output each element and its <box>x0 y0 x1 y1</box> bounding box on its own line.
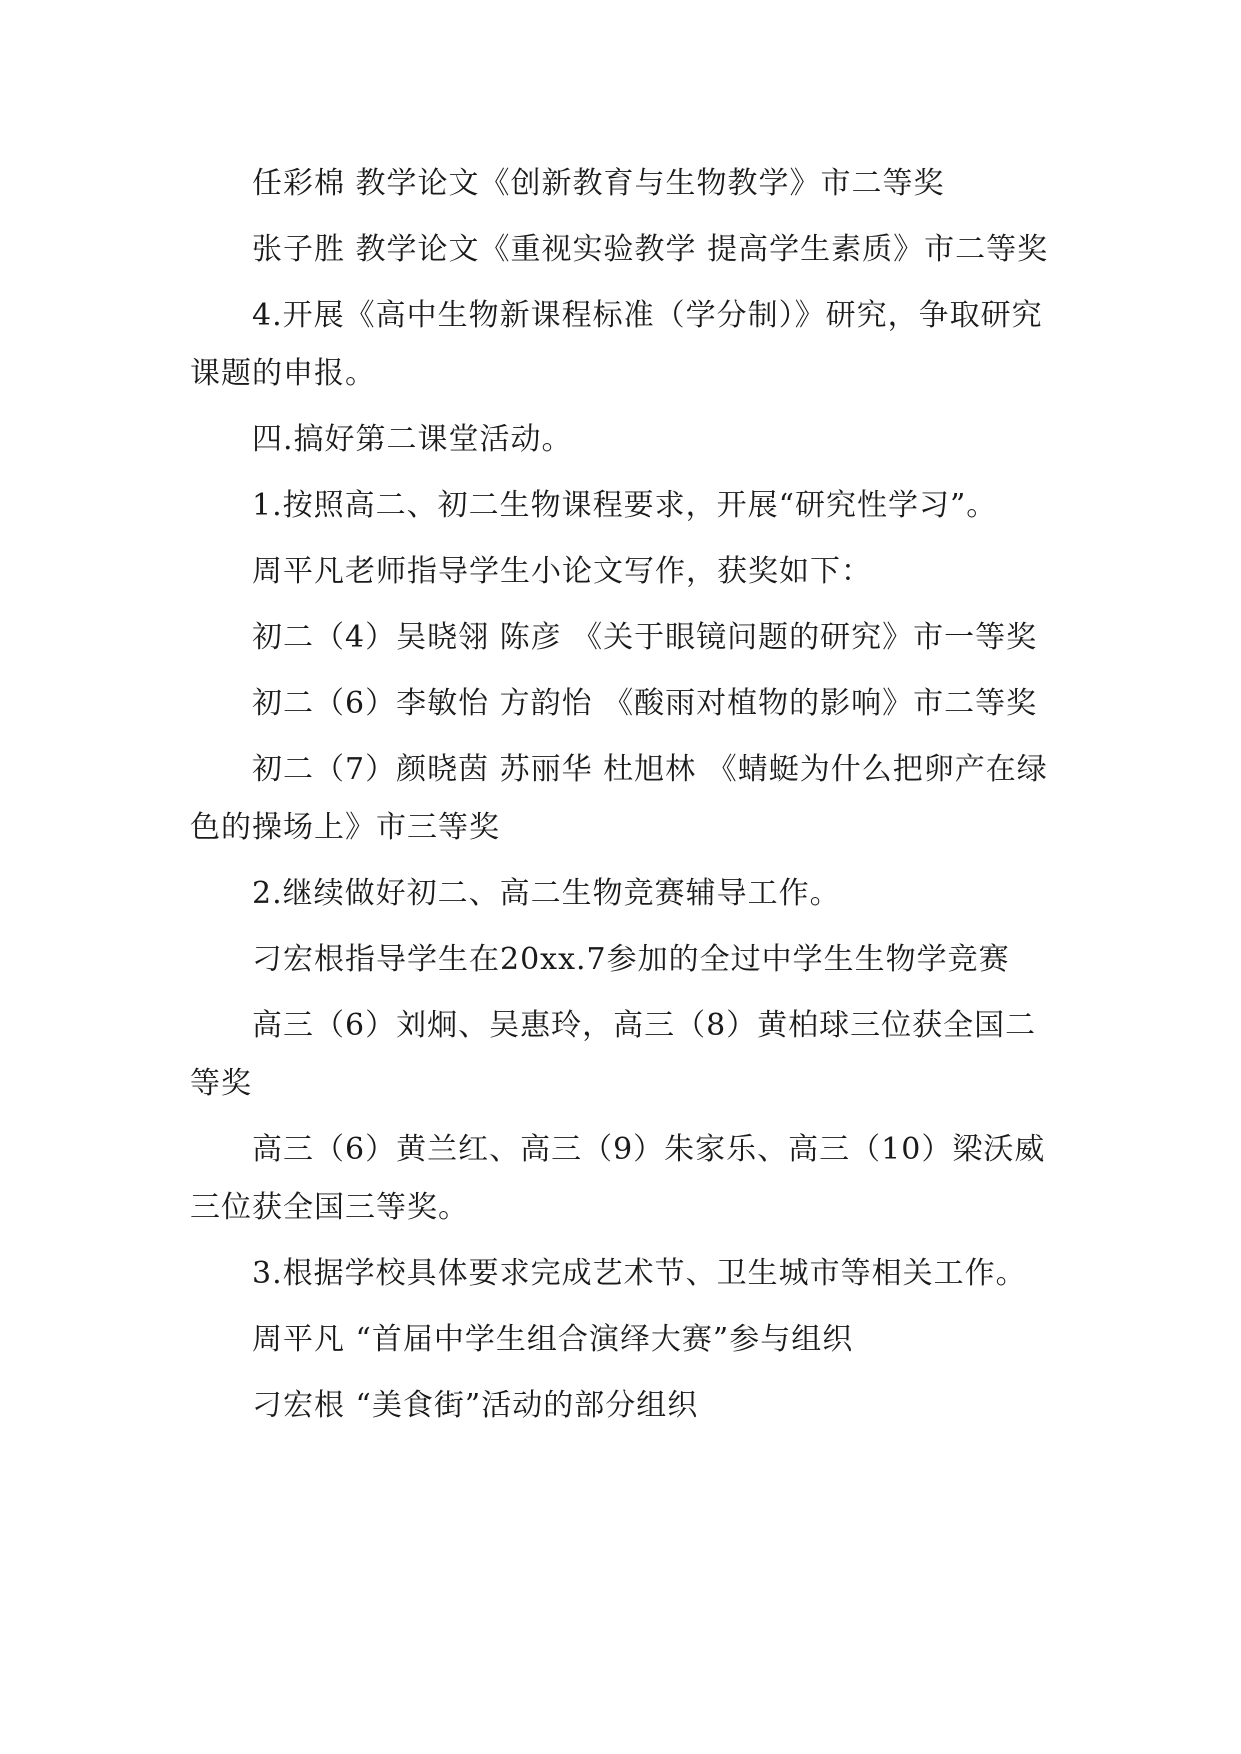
paragraph: 2.继续做好初二、高二生物竞赛辅导工作。 <box>252 876 841 911</box>
paragraph: 4.开展《高中生物新课程标准（学分制）》研究，争取研究课题的申报。 <box>190 298 1043 391</box>
paragraph: 初二（4）吴晓翎 陈彦 《关于眼镜问题的研究》市一等奖 <box>252 620 1038 655</box>
paragraph: 周平凡 “首届中学生组合演绎大赛”参与组织 <box>252 1322 854 1357</box>
paragraph: 四.搞好第二课堂活动。 <box>252 422 573 457</box>
paragraph: 刁宏根指导学生在20xx.7参加的全过中学生生物学竞赛 <box>252 942 1010 977</box>
document-body <box>190 155 1050 1443</box>
paragraph: 1.按照高二、初二生物课程要求，开展“研究性学习”。 <box>252 488 998 523</box>
paragraph: 初二（6）李敏怡 方韵怡 《酸雨对植物的影响》市二等奖 <box>252 686 1038 721</box>
paragraph: 张子胜 教学论文《重视实验教学 提高学生素质》市二等奖 <box>252 232 1049 267</box>
paragraph: 3.根据学校具体要求完成艺术节、卫生城市等相关工作。 <box>252 1256 1027 1291</box>
paragraph: 刁宏根 “美食街”活动的部分组织 <box>252 1388 699 1423</box>
paragraph: 周平凡老师指导学生小论文写作，获奖如下： <box>252 554 872 589</box>
paragraph: 任彩棉 教学论文《创新教育与生物教学》市二等奖 <box>252 166 945 201</box>
paragraph: 高三（6）刘炯、吴惠玲，高三（8）黄柏球三位获全国二等奖 <box>190 1008 1037 1101</box>
paragraph: 高三（6）黄兰红、高三（9）朱家乐、高三（10）梁沃威三位获全国三等奖。 <box>190 1132 1046 1225</box>
paragraph: 初二（7）颜晓茵 苏丽华 杜旭林 《蜻蜓为什么把卵产在绿色的操场上》市三等奖 <box>190 752 1048 845</box>
